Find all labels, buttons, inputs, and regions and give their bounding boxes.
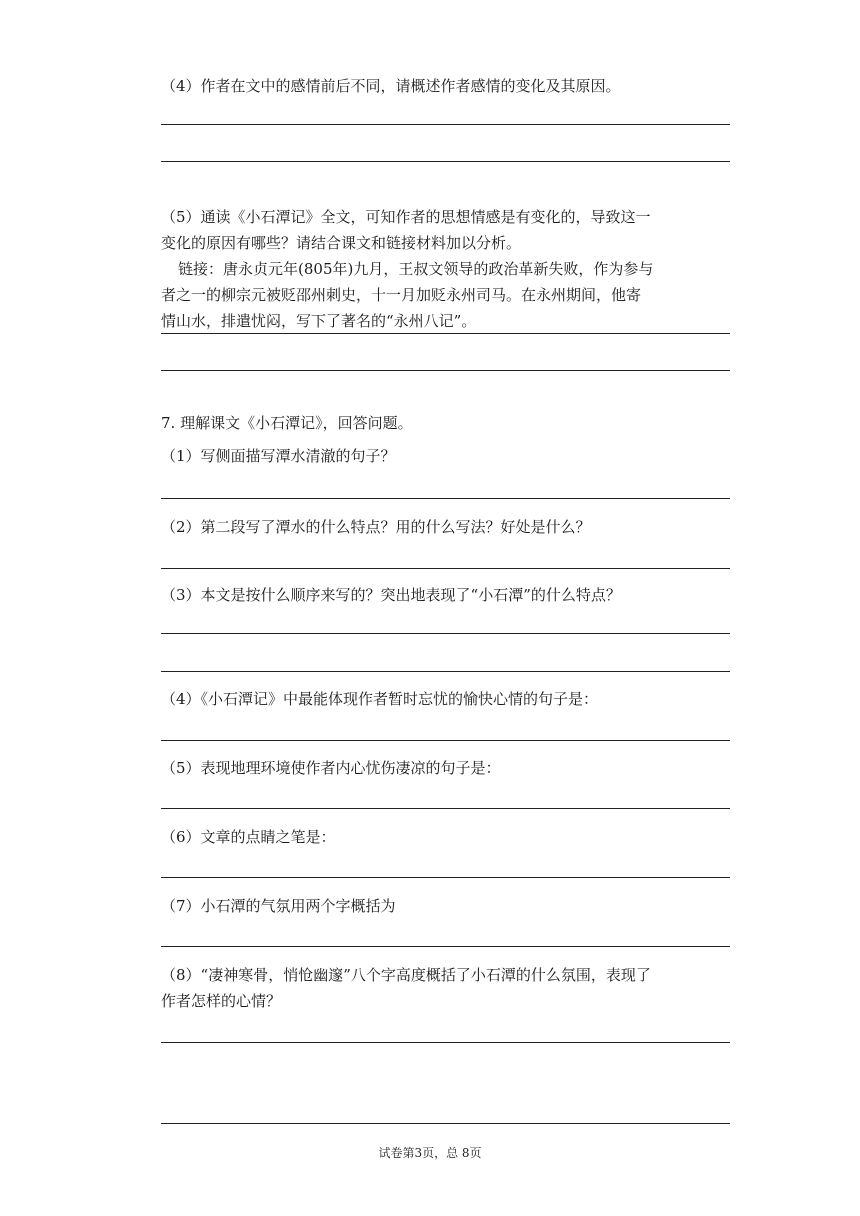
answer-line	[161, 1123, 730, 1124]
answer-line	[161, 568, 730, 569]
question-7-8: （8）“凄神寒骨，悄怆幽邃”八个字高度概括了小石潭的什么氛围，表现了	[161, 966, 651, 984]
page-footer: 试卷第3页，总 8页	[378, 1146, 482, 1160]
answer-line	[161, 877, 730, 878]
link-material-cont: 情山水，排遣忧闷，写下了著名的“永州八记”。	[161, 312, 477, 330]
question-7-1: （1）写侧面描写潭水清澈的句子？	[161, 447, 396, 465]
question-7-title: 7. 理解课文《小石潭记》，回答问题。	[161, 414, 413, 432]
question-7-6: （6）文章的点睛之笔是：	[161, 828, 336, 846]
question-6-4: （4）作者在文中的感情前后不同，请概述作者感情的变化及其原因。	[161, 77, 621, 95]
answer-line	[161, 808, 730, 809]
answer-line	[161, 633, 730, 634]
link-material: 链接：唐永贞元年(805年)九月，王叔文领导的政治革新失败，作为参与	[178, 260, 654, 278]
answer-line	[161, 671, 730, 672]
link-material-cont: 者之一的柳宗元被贬邵州刺史，十一月加贬永州司马。在永州期间，他寄	[161, 286, 642, 304]
question-7-8-cont: 作者怎样的心情？	[161, 992, 282, 1010]
question-6-5-cont: 变化的原因有哪些？请结合课文和链接材料加以分析。	[161, 234, 522, 252]
question-6-5: （5）通读《小石潭记》全文，可知作者的思想情感是有变化的，导致这一	[161, 208, 651, 226]
answer-line	[161, 946, 730, 947]
question-7-5: （5）表现地理环境使作者内心忧伤凄凉的句子是：	[161, 759, 501, 777]
question-7-2: （2）第二段写了潭水的什么特点？用的什么写法？好处是什么？	[161, 518, 591, 536]
question-7-7: （7）小石潭的气氛用两个字概括为	[161, 897, 396, 915]
question-7-3: （3）本文是按什么顺序来写的？突出地表现了“小石潭”的什么特点？	[161, 586, 621, 604]
answer-line	[161, 370, 730, 371]
answer-line	[161, 740, 730, 741]
answer-line	[161, 161, 730, 162]
answer-line	[161, 124, 730, 125]
question-7-4: （4）《小石潭记》中最能体现作者暂时忘忧的愉快心情的句子是：	[161, 690, 599, 708]
answer-line	[161, 1042, 730, 1043]
answer-line	[161, 498, 730, 499]
answer-line	[161, 333, 730, 334]
